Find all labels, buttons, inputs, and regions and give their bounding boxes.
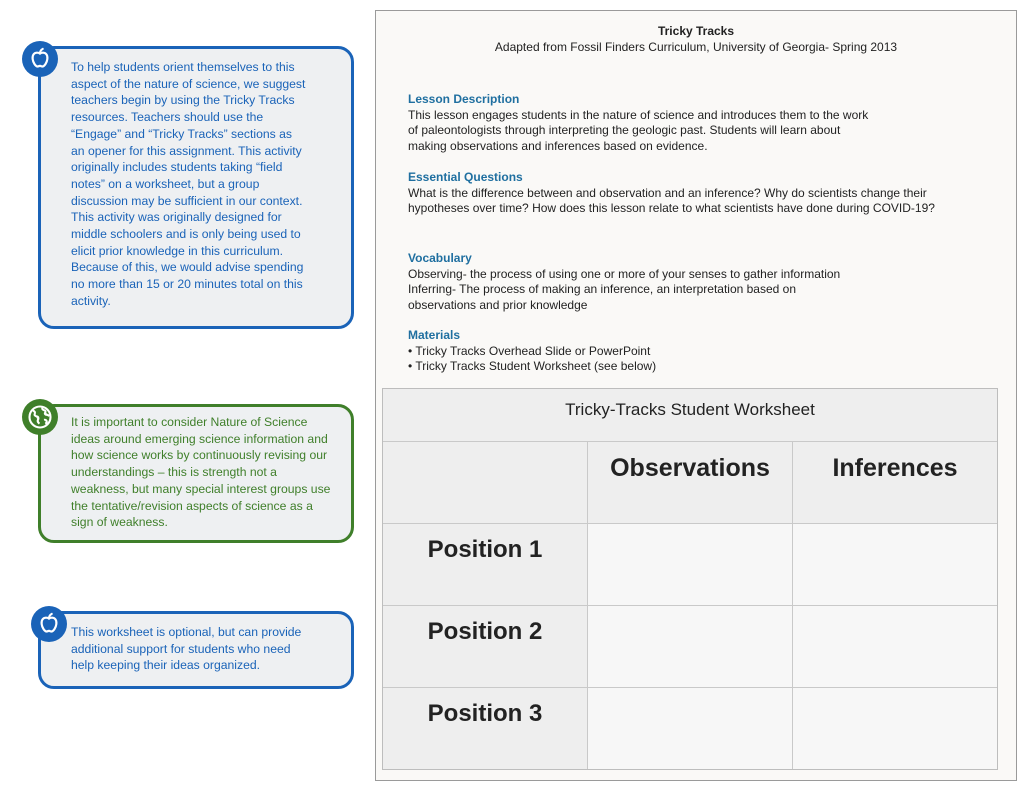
callout-line: middle schoolers and is only being used to <box>71 227 301 242</box>
callout-line: understandings – this is strength not a <box>71 465 277 480</box>
callout-line: “Engage” and “Tricky Tracks” sections as <box>71 126 293 141</box>
row-header-position-3: Position 3 <box>383 687 587 769</box>
cell-observation-3[interactable] <box>587 687 792 769</box>
callout-line: It is important to consider Nature of Science <box>71 415 308 429</box>
row-header-position-2: Position 2 <box>383 605 587 687</box>
callout-line: aspect of the nature of science, we suggest <box>71 76 306 91</box>
section-heading: Lesson Description <box>408 92 520 106</box>
section-line: hypotheses over time? How does this lesson relate to what scientists have done during COVID-19? <box>408 201 935 215</box>
section-line: Inferring- The process of making an inference, an interpretation based on <box>408 282 797 296</box>
apple-icon <box>31 606 67 642</box>
callout-line: sign of weakness. <box>71 515 168 530</box>
lesson-title: Tricky Tracks <box>657 24 735 38</box>
section-heading: Essential Questions <box>408 170 523 184</box>
callout-orient <box>38 46 354 329</box>
globe-icon <box>22 399 58 435</box>
callout-nature-of-science <box>38 404 354 543</box>
lesson-description <box>408 92 998 154</box>
section-line: making observations and inferences based on evidence. <box>408 138 708 153</box>
callout-line: Because of this, we would advise spending <box>71 260 304 275</box>
callout-line: the tentative/revision aspects of science as a <box>71 498 313 513</box>
callout-line: no more than 15 or 20 minutes total on this <box>71 277 303 292</box>
callout-line: additional support for students who need <box>71 641 291 656</box>
callout-line: activity. <box>71 293 111 308</box>
section-heading: Materials <box>408 328 461 342</box>
callout-optional-worksheet <box>38 611 354 689</box>
section-heading: Vocabulary <box>408 251 472 265</box>
cell-inference-2[interactable] <box>792 605 997 687</box>
callout-line: ideas around emerging science information and <box>71 431 328 446</box>
materials <box>408 328 998 375</box>
worksheet-grid <box>383 441 997 770</box>
column-header-observations: Observations <box>587 441 792 523</box>
callout-line: discussion may be sufficient in our context. <box>71 193 303 208</box>
callout-line: originally includes students taking “field <box>71 160 283 175</box>
cell-observation-1[interactable] <box>587 523 792 605</box>
cell-inference-3[interactable] <box>792 687 997 769</box>
callout-line: elicit prior knowledge in this curriculum. <box>71 243 284 258</box>
cell-inference-1[interactable] <box>792 523 997 605</box>
row-header-position-1: Position 1 <box>383 523 587 605</box>
section-line: Observing- the process of using one or more of your senses to gather information <box>408 266 841 281</box>
callout-line: This activity was originally designed for <box>71 210 282 225</box>
section-line: This lesson engages students in the nature of science and introduces them to the work <box>408 107 869 122</box>
cell-observation-2[interactable] <box>587 605 792 687</box>
section-line: • Tricky Tracks Student Worksheet (see below) <box>408 359 657 373</box>
callout-line: notes” on a worksheet, but a group <box>71 176 260 191</box>
section-line: • Tricky Tracks Overhead Slide or PowerPoint <box>408 343 651 358</box>
callout-line: an opener for this assignment. This activity <box>71 143 302 158</box>
callout-line: teachers begin by using the Tricky Tracks <box>71 93 295 108</box>
worksheet-title: Tricky-Tracks Student Worksheet <box>565 400 815 419</box>
student-worksheet <box>382 388 998 770</box>
column-header-inferences: Inferences <box>792 441 997 523</box>
callout-line: resources. Teachers should use the <box>71 110 264 125</box>
apple-icon <box>22 41 58 77</box>
section-line: What is the difference between and observation and an inference? Why do scientists change their <box>408 185 927 200</box>
table-corner-cell <box>383 441 587 523</box>
essential-questions <box>408 170 998 217</box>
section-line: of paleontologists through interpreting the geologic past. Students will learn about <box>408 123 841 137</box>
callout-line: This worksheet is optional, but can provide <box>71 625 302 639</box>
lesson-subtitle: Adapted from Fossil Finders Curriculum, University of Georgia- Spring 2013 <box>494 40 898 54</box>
callout-line: To help students orient themselves to this <box>71 60 295 74</box>
callout-line: weakness, but many special interest groups use <box>71 481 331 496</box>
vocabulary <box>408 251 998 313</box>
section-line: observations and prior knowledge <box>408 297 588 312</box>
callout-line: help keeping their ideas organized. <box>71 658 261 673</box>
callout-line: how science works by continuously revising our <box>71 448 328 463</box>
